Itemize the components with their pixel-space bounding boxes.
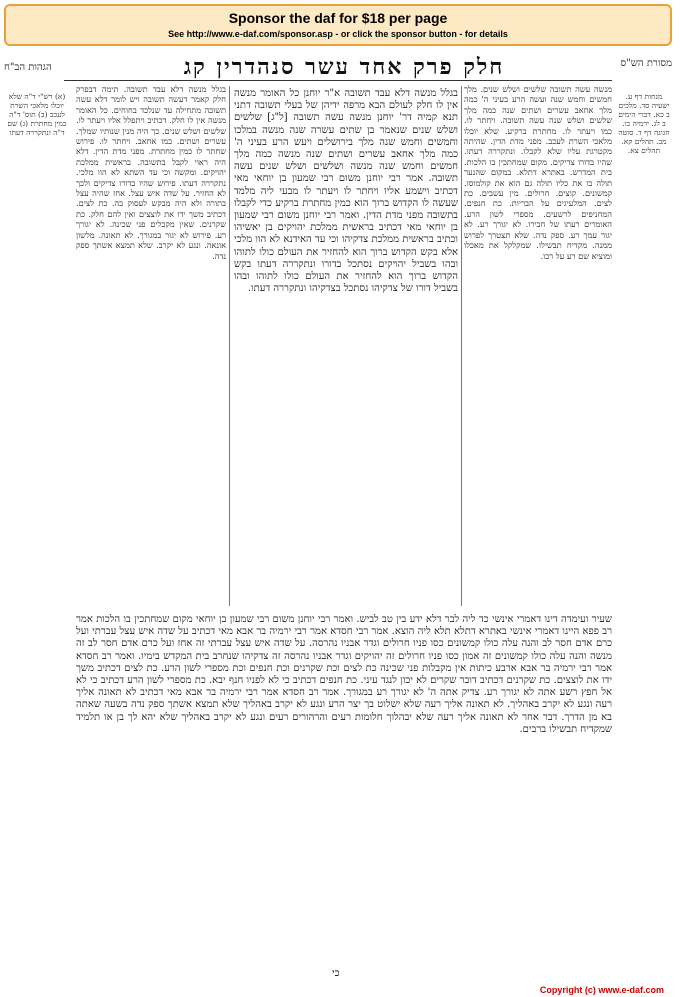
talmud-page	[4, 52, 672, 982]
page-header	[4, 52, 672, 80]
tosafot-commentary: בגלל מנשה דלא עבד תשובה. תימה דבפרק חלק קאמר דעשה תשובה ויש לומר דלא עשה תשובה מתחילה עד שנלכד בחוחים. כל האומר מנשה אין לו חלק. דכתיב ויתפלל אליו ויעתר לו. שלשים ושלש שנים. כך היה מנין שנותיו שמלך. עשרים ושתים. כמו אחאב. ויחתר לו. פירוש שחתר לו כמין מחתרת. מפני מדת הדין. דלא היה ראוי לקבל בתשובה. בראשית ממלכת יהויקים. ומקשה וכי עד השתא לא הוו מלכי. נתקררה דעתו. פירוש שהיו בדורו צדיקים ולכך לא החזיר. על שדה איש עצל. אחז שהיה עצל בתורה ולא היה מבקש לעסוק בה. כת לצים. דכתיב משך ידו את לוצצים ואין להם חלק. כת שקרנים. שאין מקבלים פני שכינה. לא יגורך רע. פירוש לא יגור במגורך. לא תאונה. מלשון אונאה. ונגע לא יקרב. שלא תמצא אשתך ספק נדה.	[76, 84, 226, 261]
rashi-commentary: מנשה עשה תשובה שלשים ושלש שנים. מלך חמשים וחמש שנה ועשה הרע בעיני ה' כמה מלך אחאב עשרים ושתים שנה כמה מלך שלשים ושלש שנה עשה תשובה. ויחתר לו. כמו ויעתר לו. מחתרת ברקיע. שלא יוכלו מלאכי השרת לעכב. מפני מדת הדין. שהיתה מקטרגת עליו שלא לקבלו. ונתקררה דעתו. שהיו בדורו צדיקים. מקום שמחתכין בו הלכות. בית המדרש. באתרא דתלא. במקום שהנער תולה בו את כליו תולה גם הוא את קולמוסו. קמשונים. קוצים. חרולים. מין עשבים. כת לצים. המלעיגים על הבריות. כת חנפים. המחניפים לרשעים. מספרי לשון הרע. האומרים רעתו של חבירו. לא יגורך רע. לא יגור עמך רע. ספק נדה. שלא תצטרך לפרוש ממנה. מקדיח תבשילו. שמקלקל את מאכלו ומוציא שם רע על רבו.	[464, 84, 612, 261]
column-divider	[229, 86, 230, 606]
right-margin-glosses: מנחות דף ע. ישעיה סד. מלכים ב כא. דברי הימים ב לג. ירמיה כו. חגיגה דף ד. סוטה מב. תהלים קא. תהלים צא.	[618, 92, 670, 155]
hagahot-label: הגהות הב"ח	[4, 62, 52, 73]
page-title: חלק פרק אחד עשר סנהדרין קג	[183, 54, 505, 80]
masoret-hashas-label: מסורת הש"ס	[620, 58, 672, 69]
copyright-link[interactable]: Copyright (c) www.e-daf.com	[539, 985, 664, 995]
header-rule	[64, 80, 612, 81]
sponsor-banner[interactable]	[4, 4, 672, 46]
sponsor-title[interactable]: Sponsor the daf for $18 per page	[228, 10, 448, 26]
sponsor-subtitle[interactable]: See http://www.e-daf.com/sponsor.asp - or click the sponsor button - for details	[168, 29, 508, 39]
left-margin-glosses: (א) רש"י ד"ה שלא יוכלו מלאכי השרת לעכב (ב) תוס' ד"ה כמין מחתרת (ג) שם ד"ה ונתקררה דעתו	[7, 92, 67, 137]
column-divider	[461, 86, 462, 606]
gemara-lower-text: שעיר ועימדה דינו דאמרי אינשי כד ליה לבר דלא ידע בין טב לביש. ואמר רבי יוחנן משום רבי שמעון בן יוחאי מקום שמחתכין בו הלכות אמר רב פפא היינו דאמרי אינשי באתרא דתלא תלא ליה הוצא. אמר רבי חסדא אמר רבי ירמיה בר אבא מאי דכתיב על שדה איש עצל עברתי ועל כרם אדם חסר לב והנה עלה כולו קמשונים כסו פניו חרולים וגדר אבניו נהרסה. על שדה איש עצל עברתי זה אחז ועל כרם אדם חסר לב זה מנשה והנה עלה כולו קמשונים זה אמון כסו פניו חרולים זה יהויקים וגדר אבניו נהרסה זה צדקיהו שנחרב בית המקדש בימיו. ואמר רב חסדא אמר רבי ירמיה בר אבא ארבע כיתות אין מקבלות פני שכינה כת לצים וכת שקרנים וכת חנפים וכת מספרי לשון הרע. כת לצים דכתיב משך ידו את לוצצים. כת שקרנים דכתיב דובר שקרים לא יכון לנגד עיני. כת חנפים דכתיב כי לא לפניו חנף יבא. כת מספרי לשון הרע דכתיב כי לא אל חפץ רשע אתה לא יגורך רע. צדיק אתה ה' לא יגורך רע במגורך. אמר רב חסדא אמר רבי ירמיה בר אבא מאי דכתיב לא תאונה אליך רעה ונגע לא יקרב באהליך. לא תאונה אליך רעה שלא ישלוט בך יצר הרע ונגע לא יקרב באהליך שלא תמצא אשתך ספק נדה בשעה שאתה בא מן הדרך. דבר אחר לא תאונה אליך רעה שלא יבהלוך חלומות רעים והרהורים רעים ונגע לא יקרב באהליך שלא יהא לך בן או תלמיד שמקדיח תבשילו ברבים.	[76, 614, 612, 735]
gemara-main-text: בגלל מנשה דלא עבד תשובה א"ר יוחנן כל האומר מנשה אין לו חלק לעולם הבא מרפה ידיהן של בעלי תשובה דתני תנא קמיה דר' יוחנן מנשה עשה תשובה [ל"ג] שלשים ושלש שנים שנאמר בן שתים עשרה שנה מנשה במלכו וחמשים וחמש שנה מלך בירושלים ויעש הרע בעיני ה' כמה מלך אחאב עשרים ושתים שנה מנשה כמה מלך חמשים וחמש שנה מנשה ושלשים ושלש שנים עשה תשובה. אמר רבי יוחנן משום רבי שמעון בן יוחאי מאי דכתיב וישמע אליו ויחתר לו ויעתר לו מבעי ליה מלמד שעשה לו הקדוש ברוך הוא כמין מחתרת ברקיע כדי לקבלו בתשובה מפני מדת הדין. ואמר רבי יוחנן משום רבי שמעון בן יוחאי מאי דכתיב בראשית ממלכת יהויקים בן יאשיהו וכתיב בראשית ממלכת צדקיהו וכי עד האידנא לא הוו מלכי אלא בקש הקדוש ברוך הוא להחזיר את העולם כולו לתוהו ובהו בשביל יהויקים נסתכל בדורו ונתקררה דעתו בקש הקדוש ברוך הוא להחזיר את העולם כולו לתוהו ובהו בשביל דורו של צדקיהו נסתכל בצדקיהו ונתקררה דעתו.	[234, 88, 458, 295]
page-catchword: כי	[332, 968, 340, 979]
